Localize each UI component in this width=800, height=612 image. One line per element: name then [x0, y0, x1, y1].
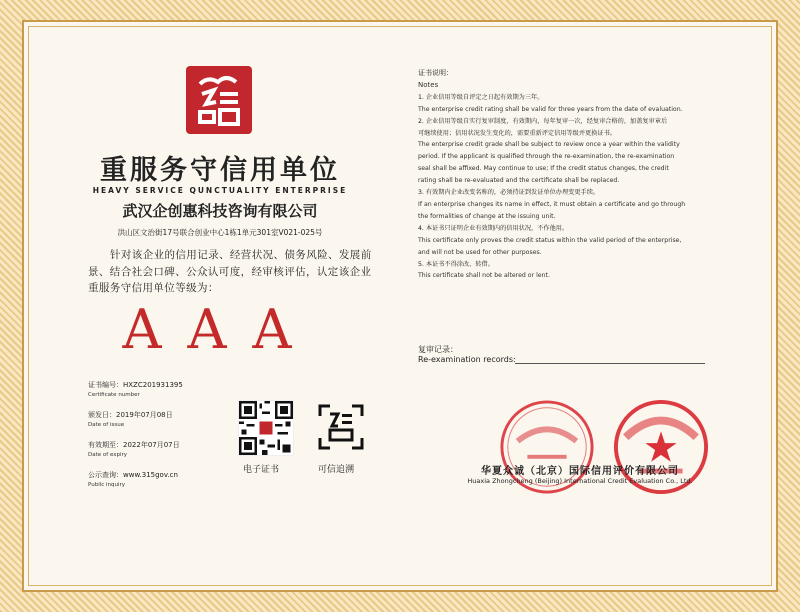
qr-label: 电子证书	[243, 465, 280, 475]
note-2-english-c: seal shall be affixed. May continue to use; If the credit status changes, the credit	[418, 165, 669, 173]
certificate-body: 针对该企业的信用记录、经营状况、债务风险、发展前景、结合社会口碑、公众认可度，经审核评估，认定该企业重服务守信用单位等级为：	[88, 249, 372, 294]
note-2-english-d: rating shall be re-evaluated and the certificate shall be replaced.	[418, 177, 620, 185]
certificate-number	[88, 380, 183, 398]
company-address: 洪山区文治街17号联合创业中心1栋1单元301室V021-025号	[117, 228, 323, 237]
issue-label: 颁发日：	[88, 411, 116, 419]
note-3-english: If an enterprise changes its name in effect, it must obtain a certificate and go through	[418, 200, 686, 208]
credit-logo-icon	[186, 66, 252, 134]
credit-grade: AAA	[122, 298, 318, 361]
expiry-value: 2022年07月07日	[123, 441, 180, 449]
recheck-label-english: Re-examination records:	[418, 355, 516, 364]
inquiry-label: 公示查询：	[88, 471, 123, 479]
cert-no-english: Certificate number	[88, 392, 140, 398]
recheck-label: 复审记录：	[418, 345, 458, 354]
trace-icon[interactable]	[316, 402, 366, 452]
note-2-english: The enterprise credit grade shall be subject to review once a year within the validity	[418, 141, 680, 149]
cert-no-value: HXZC201931395	[123, 381, 183, 389]
company-name: 武汉企创惠科技咨询有限公司	[122, 202, 318, 220]
recheck-records	[418, 344, 516, 364]
recheck-line	[515, 363, 705, 364]
note-5-english: This certificate shall not be altered or lent.	[418, 272, 550, 280]
expiry-date	[88, 440, 180, 458]
issue-value: 2019年07月08日	[116, 411, 173, 419]
trace-label: 可信追溯	[318, 465, 355, 475]
expiry-english: Date of expiry	[88, 452, 128, 458]
note-1: 1. 企业信用等级自评定之日起有效期为三年。	[418, 93, 544, 101]
note-3-english-b: the formalities of change at the issuing unit.	[418, 212, 556, 220]
issue-english: Date of issue	[88, 422, 125, 428]
note-4: 4. 本证书只证明企业有效期内的信用状况，不作他用。	[418, 224, 569, 232]
note-5: 5. 本证书不得涂改、转借。	[418, 260, 494, 268]
certificate-title: 重服务守信用单位	[100, 155, 340, 186]
inquiry-english: Public inquiry	[88, 482, 126, 488]
certificate-title-english: HEAVY SERVICE QUNCTUALITY ENTERPRISE	[92, 186, 348, 195]
note-4-english: This certificate only proves the credit status within the valid period of the enterprise,	[418, 236, 682, 244]
public-inquiry	[88, 470, 178, 488]
note-1-english: The enterprise credit rating shall be valid for three years from the date of evaluation.	[418, 105, 683, 113]
notes-heading-english: Notes	[418, 80, 439, 89]
issuer-name-english: Huaxia Zhongcheng (Beijing) International Credit Evaluation Co., Ltd.	[467, 477, 693, 485]
note-2-cont: 可继续使用；信用状况发生变化的，需要重新评定信用等级并更换证书。	[418, 129, 616, 137]
note-2: 2. 企业信用等级自实行复审制度，有效期内，每年复审一次，经复审合格的，加盖复审章后	[418, 117, 668, 125]
cert-no-label: 证书编号：	[88, 381, 123, 389]
notes-heading: 证书说明：	[418, 69, 453, 77]
note-4-english-b: and will not be used for other purposes.	[418, 248, 542, 256]
inquiry-site: www.315gov.cn	[123, 471, 178, 479]
note-2-english-b: period. If the applicant is qualified through the re-examination, the re-examination	[418, 153, 675, 161]
certificate-notes	[418, 68, 710, 282]
issuer-name: 华夏众诚（北京）国际信用评价有限公司	[481, 466, 679, 477]
expiry-label: 有效期至：	[88, 441, 123, 449]
issue-date	[88, 410, 173, 428]
qr-code-icon[interactable]	[238, 400, 294, 456]
note-3: 3. 有效期内企业改变名称的，必须持证到发证单位办理变更手续。	[418, 189, 600, 197]
